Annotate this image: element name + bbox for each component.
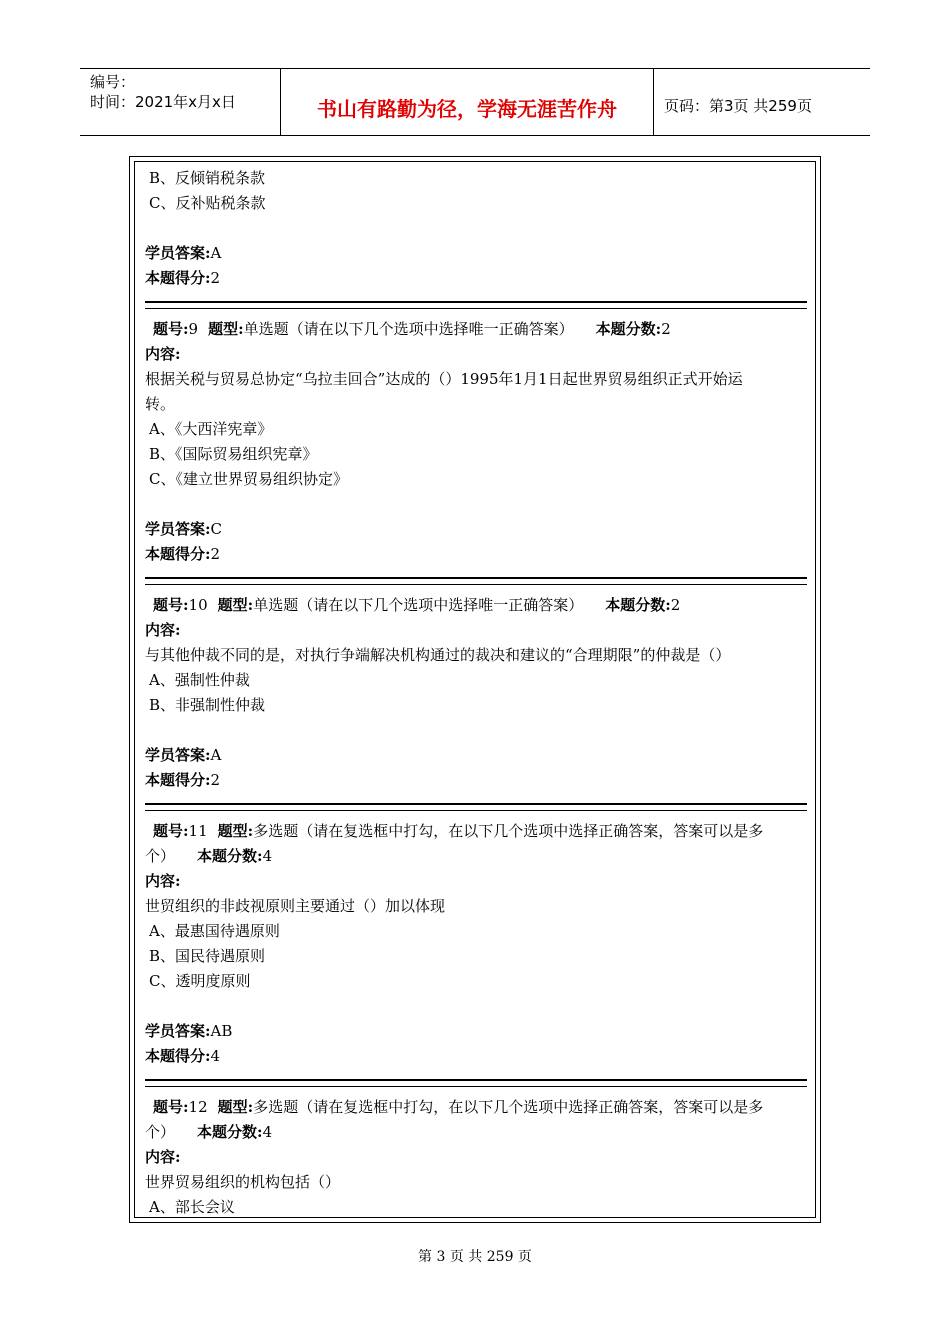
question-text: 与其他仲裁不同的是，对执行争端解决机构通过的裁决和建议的“合理期限”的仲裁是（） [145, 646, 731, 664]
question-text: 世界贸易组织的机构包括（） [145, 1173, 341, 1191]
question-header-cont: 个） 本题分数:4 [145, 847, 273, 865]
question-text: 转。 [145, 395, 176, 413]
question-number: 9 [188, 320, 199, 338]
header-page-cell [654, 69, 870, 135]
score-line: 本题得分:2 [145, 269, 221, 287]
page-header [80, 68, 870, 136]
motto: 书山有路勤为径，学海无涯苦作舟 [317, 97, 617, 121]
content-label: 内容: [145, 872, 181, 890]
page-footer: 第 3 页 共 259 页 [418, 1249, 532, 1265]
option: A、强制性仲裁 [149, 671, 250, 689]
content-label: 内容: [145, 345, 181, 363]
question-points: 4 [262, 1123, 273, 1141]
question-points: 2 [661, 320, 671, 338]
option: A、《大西洋宪章》 [149, 420, 273, 438]
question-points: 2 [670, 596, 681, 614]
question-type: 单选题（请在以下几个选项中选择唯一正确答案） [253, 596, 584, 614]
question-list [145, 166, 807, 1217]
answer-value: A [210, 746, 222, 764]
answer-value: C [210, 520, 223, 538]
option: A、最惠国待遇原则 [149, 922, 280, 940]
option: C、透明度原则 [149, 972, 251, 990]
content-label: 内容: [145, 1148, 181, 1166]
score-line: 本题得分:2 [145, 545, 221, 563]
divider [145, 803, 807, 811]
question-type: 单选题（请在以下几个选项中选择唯一正确答案） [243, 320, 574, 338]
question-frame [129, 156, 821, 1223]
page-info: 页码：第3页 共259页 [664, 97, 812, 115]
answer-line: 学员答案:A [145, 746, 222, 764]
code-label: 编号： [90, 73, 136, 91]
answer-value: A [210, 244, 222, 262]
score-value: 2 [210, 269, 221, 287]
option: B、《国际贸易组织宪章》 [149, 445, 318, 463]
score-value: 2 [210, 545, 221, 563]
score-line: 本题得分:2 [145, 771, 221, 789]
option: C、反补贴税条款 [149, 194, 266, 212]
header-meta [80, 69, 281, 135]
answer-line: 学员答案:AB [145, 1022, 233, 1040]
question-number: 10 [188, 596, 208, 614]
question-header: 题号:11 题型:多选题（请在复选框中打勾，在以下几个选项中选择正确答案，答案可以是多 [153, 822, 764, 840]
answer-line: 学员答案:C [145, 520, 223, 538]
option: B、国民待遇原则 [149, 947, 266, 965]
question-type: 多选题（请在复选框中打勾，在以下几个选项中选择正确答案，答案可以是多 [253, 822, 764, 840]
score-value: 2 [210, 771, 221, 789]
score-line: 本题得分:4 [145, 1047, 221, 1065]
option: B、非强制性仲裁 [149, 696, 266, 714]
date-label: 时间：2021年x月x日 [90, 93, 236, 111]
question-text: 世贸组织的非歧视原则主要通过（）加以体现 [145, 897, 446, 915]
question-type: 多选题（请在复选框中打勾，在以下几个选项中选择正确答案，答案可以是多 [253, 1098, 764, 1116]
question-text: 根据关税与贸易总协定“乌拉圭回合”达成的（）1995年1月1日起世界贸易组织正式开始运 [145, 370, 743, 388]
question-header: 题号:12 题型:多选题（请在复选框中打勾，在以下几个选项中选择正确答案，答案可以是多 [153, 1098, 764, 1116]
option: C、《建立世界贸易组织协定》 [149, 470, 348, 488]
question-number: 12 [188, 1098, 208, 1116]
question-header: 题号:10 题型:单选题（请在以下几个选项中选择唯一正确答案） 本题分数:2 [153, 596, 681, 614]
divider [145, 577, 807, 585]
answer-value: AB [210, 1022, 233, 1040]
question-header-cont: 个） 本题分数:4 [145, 1123, 273, 1141]
score-value: 4 [210, 1047, 221, 1065]
option: B、反倾销税条款 [149, 169, 266, 187]
question-frame-inner [134, 161, 816, 1218]
option: A、部长会议 [149, 1198, 235, 1216]
question-header: 题号:9 题型:单选题（请在以下几个选项中选择唯一正确答案） 本题分数:2 [153, 320, 671, 338]
question-number: 11 [188, 822, 208, 840]
answer-line: 学员答案:A [145, 244, 222, 262]
content-label: 内容: [145, 621, 181, 639]
header-motto-cell [281, 69, 654, 135]
question-points: 4 [262, 847, 273, 865]
divider [145, 1079, 807, 1087]
divider [145, 301, 807, 309]
